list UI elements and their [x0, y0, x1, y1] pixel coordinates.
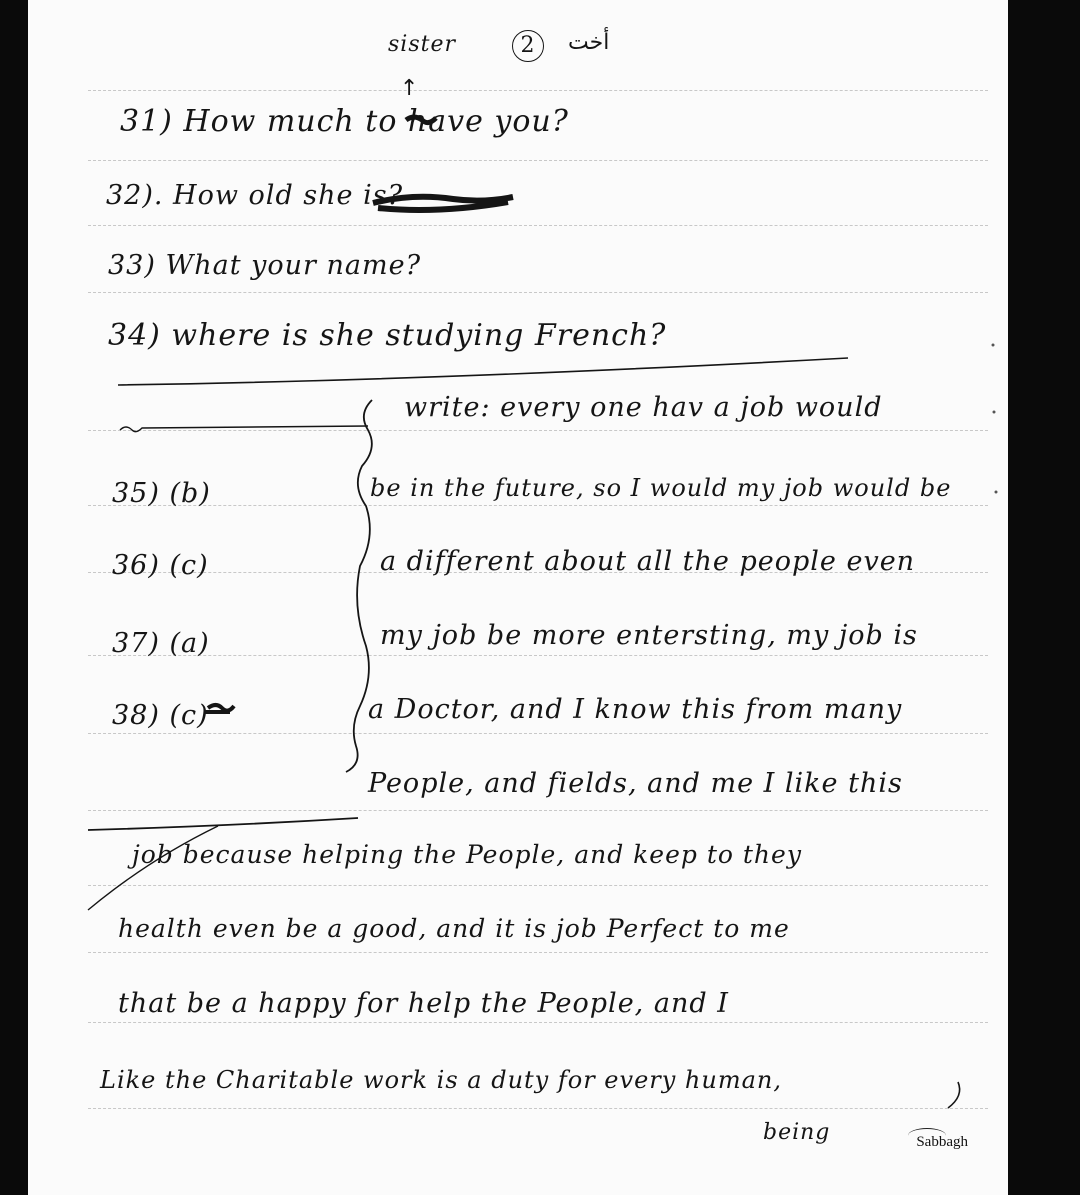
box-top-stroke: [120, 426, 368, 432]
answer-35: 35) (b): [112, 478, 211, 509]
essay-line: be in the future, so I would my job would be: [370, 474, 952, 502]
essay-line: a Doctor, and I know this from many: [368, 694, 903, 725]
essay-line: write: every one hav a job would: [404, 392, 883, 423]
signature-text: Sabbagh: [916, 1134, 968, 1150]
scribble-mark: [373, 197, 513, 210]
insert-arrow-icon: ↑: [400, 76, 419, 101]
answer-37: 37) (a): [112, 628, 210, 659]
answer-36: 36) (c): [112, 550, 209, 581]
essay-line: being: [763, 1120, 831, 1145]
essay-line: Like the Charitable work is a duty for every human,: [100, 1066, 782, 1094]
question-32: 32). How old she is?: [106, 180, 404, 211]
essay-line: my job be more entersting, my job is: [380, 620, 918, 651]
notebook-page: [28, 0, 1008, 1195]
divider-stroke: [88, 818, 358, 830]
essay-line: a different about all the people even: [380, 546, 916, 577]
essay-line: that be a happy for help the People, and I: [118, 988, 729, 1019]
arabic-note: أخت: [568, 30, 610, 55]
question-31: 31) How much to have you?: [120, 104, 569, 139]
scribble-mark: [204, 705, 234, 712]
essay-line: health even be a good, and it is job Perfect to me: [118, 914, 790, 943]
signature-stamp: [916, 1134, 968, 1151]
essay-line: People, and fields, and me I like this: [368, 768, 903, 799]
underline-stroke: [118, 358, 848, 385]
question-33: 33) What your name?: [108, 250, 422, 281]
circled-number: 2: [512, 30, 544, 62]
scribble-mark: [406, 117, 436, 123]
answer-38: 38) (c): [112, 700, 209, 731]
essay-line: job because helping the People, and keep to they: [132, 840, 802, 869]
bracket-stroke: [346, 400, 372, 772]
pen-strokes: [28, 0, 1008, 1195]
margin-stroke: [88, 826, 218, 910]
closing-stroke: [948, 1082, 960, 1108]
question-34: 34) where is she studying French?: [108, 318, 667, 353]
signature-swash: [908, 1128, 946, 1143]
header-word: sister: [388, 32, 456, 57]
